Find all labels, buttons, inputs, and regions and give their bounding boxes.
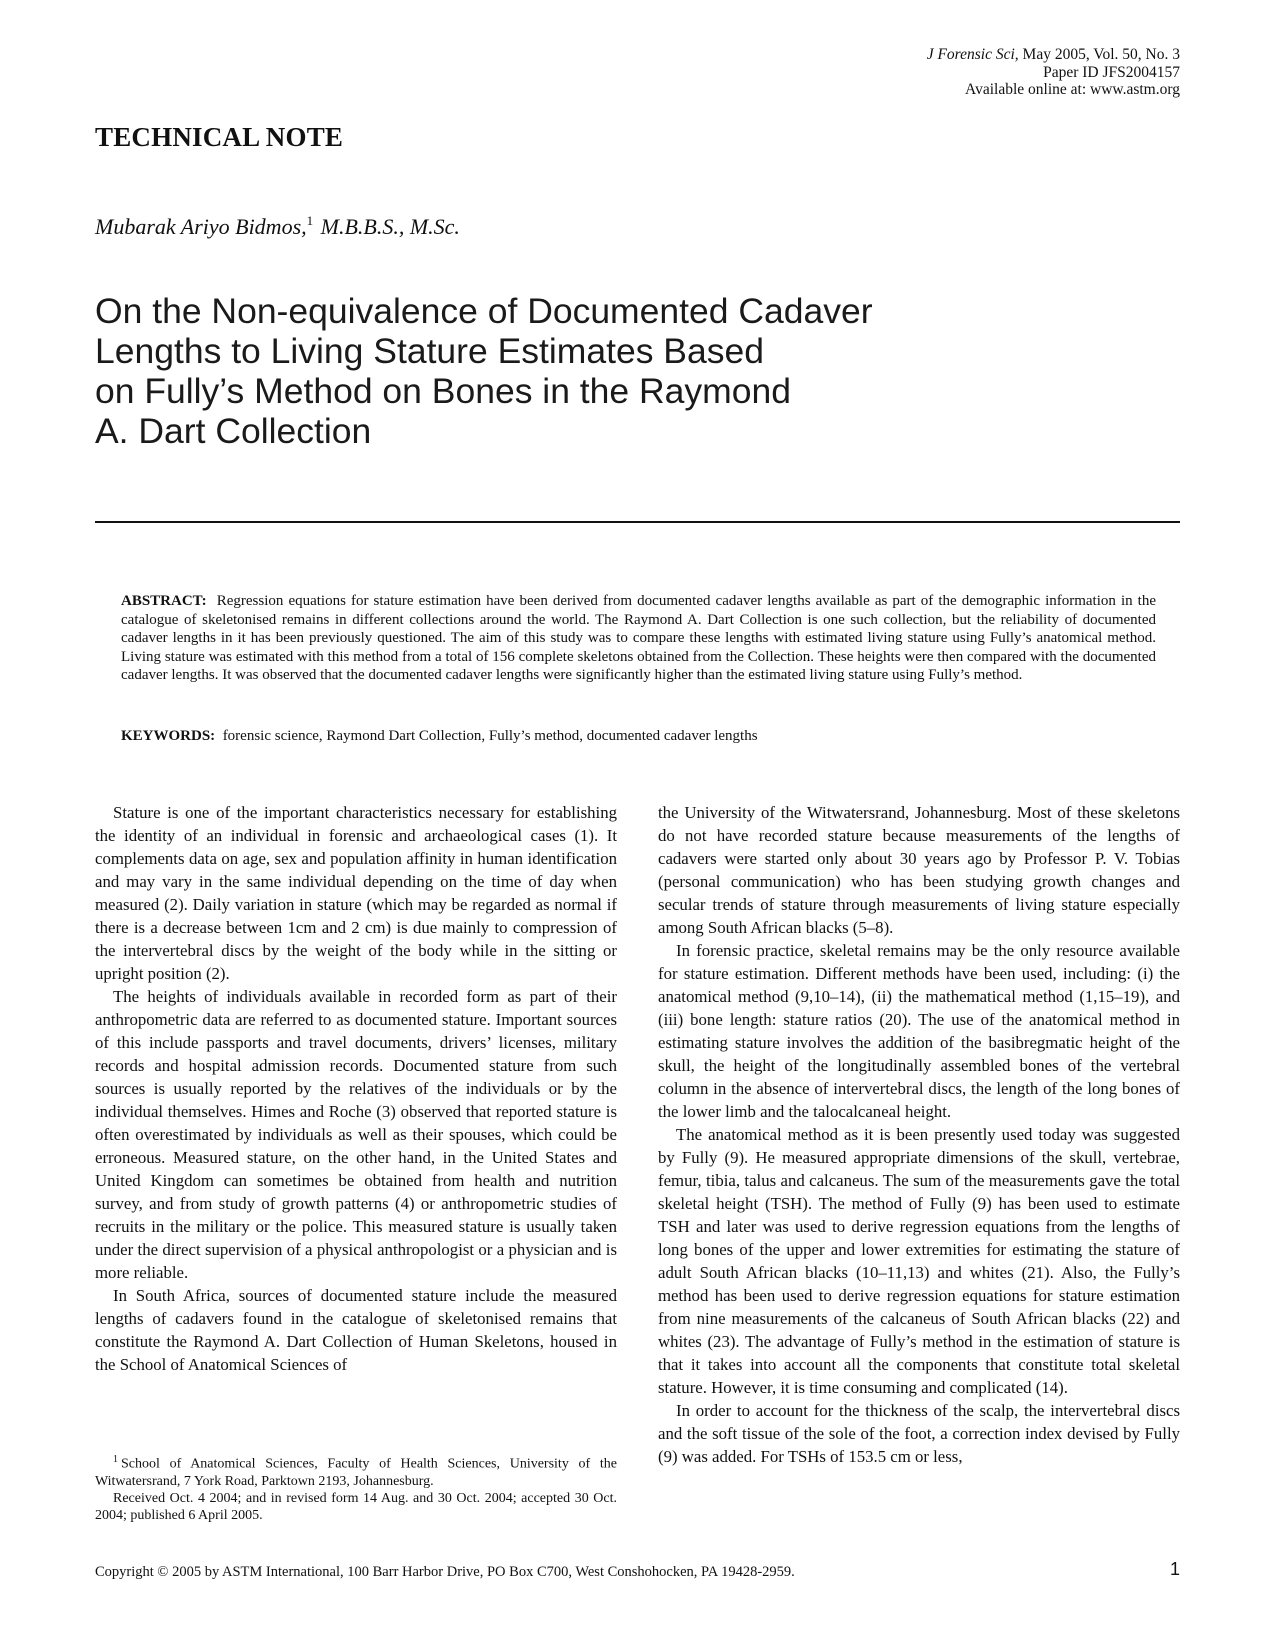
affiliation-footnote	[95, 1451, 617, 1490]
body-paragraph: the University of the Witwatersrand, Johannesburg. Most of these skeletons do not have recorded stature because measurements of the lengths of cadavers were started only about 30 years ago by Professor P. V. Tobias (personal communication) who has been studying growth changes and secular trends of stature through measurements of living stature especially among South African blacks (5–8).	[658, 803, 1180, 937]
title-line: on Fully’s Method on Bones in the Raymond	[95, 371, 791, 411]
body-paragraph: The heights of individuals available in recorded form as part of their anthropometric data are referred to as documented stature. Important sources of this include passports and travel documents, drivers’ licenses, military records and hospital admission records. Documented stature from such sources is usually reported by the relatives of the individuals or by the individual themselves. Himes and Roche (3) observed that reported stature is often overestimated by individuals as well as their spouses, which could be erroneous. Measured stature, on the other hand, in the United States and United Kingdom can sometimes be obtained from health and nutrition survey, and from study of growth patterns (4) or anthropometric studies of recruits in the military or the police. This measured stature is usually taken under the direct supervision of a physical anthropologist or a physician and is more reliable.	[95, 987, 617, 1282]
abstract-text: Regression equations for stature estimation have been derived from documented cadaver lengths available as part of the demographic information in the catalogue of skeletonised remains in different collections around the world. The Raymond A. Dart Collection is one such collection, but the reliability of documented cadaver lengths in it has been previously questioned. The aim of this study was to compare these lengths with estimated living stature using Fully’s anatomical method. Living stature was estimated with this method from a total of 156 complete skeletons obtained from the Collection. These heights were then compared with the documented cadaver lengths. It was observed that the documented cadaver lengths were significantly higher than the estimated living stature using Fully’s method.	[121, 593, 1157, 683]
body-paragraph: In forensic practice, skeletal remains may be the only resource available for stature estimation. Different methods have been used, including: (i) the anatomical method (9,10–14), (ii) the mathematical method (1,15–19), and (iii) bone length: stature ratios (20). The use of the anatomical method in estimating stature involves the addition of the basibregmatic height of the skull, the height of the longitudinally assembled bones of the vertebral column in the absence of intervertebral discs, the length of the long bones of the lower limb and the talocalcaneal height.	[658, 941, 1180, 1121]
author-line	[95, 213, 460, 240]
paper-id: Paper ID JFS2004157	[1043, 63, 1180, 81]
page-number: 1	[1169, 1559, 1180, 1579]
abstract	[121, 592, 1156, 685]
body-paragraph: In South Africa, sources of documented stature include the measured lengths of cadavers found in the catalogue of skeletonised remains that constitute the Raymond A. Dart Collection of Human Skeletons, housed in the School of Anatomical Sciences of	[95, 1286, 617, 1374]
received-footnote: Received Oct. 4 2004; and in revised form 14 Aug. and 30 Oct. 2004; accepted 30 Oct. 2004; published 6 April 2005.	[95, 1490, 617, 1523]
title-divider	[95, 521, 1180, 523]
author-name: Mubarak Ariyo Bidmos,	[95, 214, 307, 239]
body-paragraph: The anatomical method as it is been presently used today was suggested by Fully (9). He measured appropriate dimensions of the skull, vertebrae, femur, tibia, talus and calcaneus. The sum of the measurements gave the total skeletal height (TSH). The method of Fully (9) has been used to estimate TSH and later was used to derive regression equations from the lengths of long bones of the upper and lower extremities for estimating the stature of adult South African blacks (10–11,13) and whites (21). Also, the Fully’s method has been used to derive regression equations for stature estimation from nine measurements of the calcaneus of South African blacks (22) and whites (23). The advantage of Fully’s method in the estimation of stature is that it takes into account all the components that constitute total skeletal stature. However, it is time consuming and complicated (14).	[658, 1125, 1180, 1397]
body-paragraph: Stature is one of the important characteristics necessary for establishing the identity of an individual in forensic and archaeological cases (1). It complements data on age, sex and population affinity in human identification and may vary in the same individual depending on the time of day when measured (2). Daily variation in stature (which may be regarded as normal if there is a decrease between 1cm and 2 cm) is due mainly to compression of the intervertebral discs by the weight of the body while in the sitting or upright position (2).	[95, 803, 617, 983]
footnote-mark: 1	[113, 1454, 118, 1465]
copyright-notice: Copyright © 2005 by ASTM International, 100 Barr Harbor Drive, PO Box C700, West Conshohocken, PA 19428-2959.	[95, 1564, 795, 1580]
journal-header	[927, 46, 1180, 99]
body-column-right	[658, 801, 1180, 1468]
footnotes	[95, 1451, 617, 1524]
article-title	[95, 291, 955, 451]
title-line: On the Non-equivalence of Documented Cadaver	[95, 291, 873, 331]
title-line: Lengths to Living Stature Estimates Based	[95, 331, 764, 371]
journal-name: J Forensic Sci,	[926, 46, 1019, 63]
body-column-left	[95, 801, 617, 1376]
title-line: A. Dart Collection	[95, 411, 372, 451]
author-degrees: M.B.B.S., M.Sc.	[320, 214, 460, 239]
online-availability: Available online at: www.astm.org	[965, 81, 1180, 98]
section-label: TECHNICAL NOTE	[95, 122, 344, 152]
journal-issue: May 2005, Vol. 50, No. 3	[1018, 46, 1180, 63]
abstract-label: ABSTRACT:	[121, 593, 207, 609]
keywords	[121, 728, 758, 745]
body-paragraph: In order to account for the thickness of the scalp, the intervertebral discs and the soft tissue of the sole of the foot, a correction index devised by Fully (9) was added. For TSHs of 153.5 cm or less,	[658, 1401, 1180, 1466]
keywords-label: KEYWORDS:	[121, 728, 216, 744]
author-affiliation-mark: 1	[306, 213, 314, 228]
keywords-text: forensic science, Raymond Dart Collection, Fully’s method, documented cadaver lengths	[222, 728, 758, 744]
affiliation-text: School of Anatomical Sciences, Faculty of Health Sciences, University of the Witwatersrand, 7 York Road, Parktown 2193, Johannesburg.	[95, 1456, 617, 1489]
